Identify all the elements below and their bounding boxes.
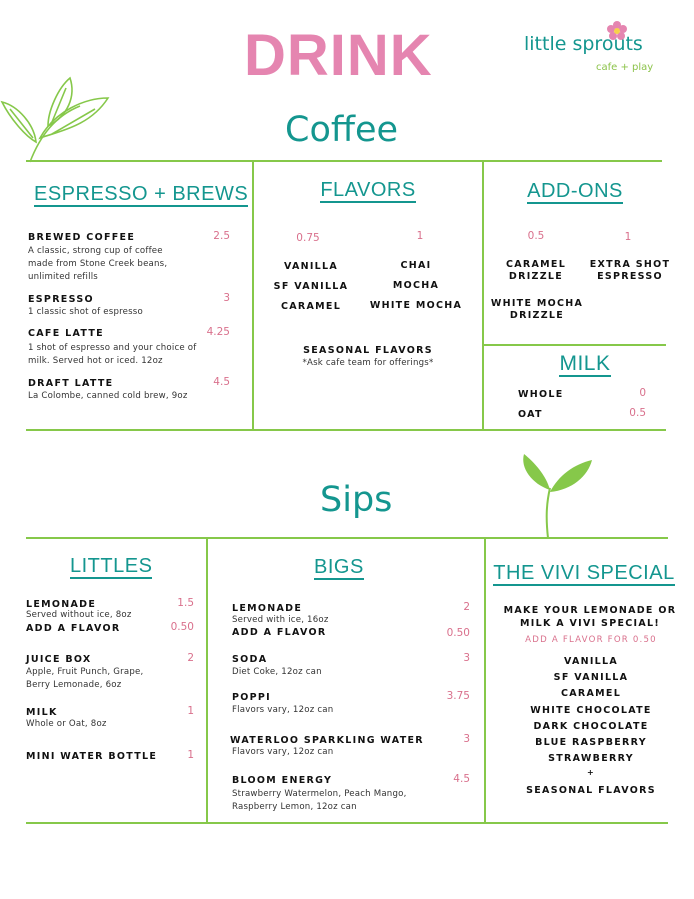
flavor-item: CARAMEL	[280, 301, 342, 312]
menu-item-price: 1	[187, 705, 194, 717]
milk-item: WHOLE	[518, 389, 564, 400]
coffee-title: Coffee	[285, 110, 399, 150]
menu-item-name: CAFE LATTE	[28, 328, 104, 339]
flavor-price-left: 0.75	[296, 232, 320, 244]
vivi-flavor: STRAWBERRY	[548, 753, 634, 764]
vivi-heading: THE VIVI SPECIAL	[493, 562, 675, 584]
menu-item-name: BLOOM ENERGY	[232, 775, 333, 786]
menu-item-desc: Served without ice, 8oz	[26, 610, 132, 620]
sprout-icon	[516, 450, 596, 540]
menu-item-name: MINI WATER BOTTLE	[26, 751, 158, 762]
divider	[26, 537, 668, 539]
logo	[524, 20, 654, 80]
menu-item-desc: Served with ice, 16oz	[232, 615, 329, 625]
menu-item-price: 2	[187, 652, 194, 664]
seasonal-flavors: SEASONAL FLAVORS	[303, 345, 433, 356]
leaf-icon	[0, 76, 115, 164]
flavor-price-right: 1	[416, 230, 424, 242]
milk-heading: MILK	[559, 352, 611, 375]
logo-tagline: cafe + play	[596, 62, 654, 73]
menu-item-name: DRAFT LATTE	[28, 378, 114, 389]
vivi-flavor: +	[586, 768, 595, 777]
menu-item-price: 1.5	[177, 597, 194, 609]
espresso-heading: ESPRESSO + BREWS	[34, 183, 249, 205]
vivi-intro: MAKE YOUR LEMONADE OR MILK A VIVI SPECIAL!	[503, 605, 677, 629]
menu-item-name: LEMONADE	[232, 603, 303, 614]
divider	[26, 822, 668, 824]
vivi-flavor: DARK CHOCOLATE	[533, 721, 649, 732]
menu-item-name: SODA	[232, 654, 268, 665]
menu-item-desc: 1 classic shot of espresso	[28, 307, 143, 317]
flavor-item: SF VANILLA	[273, 281, 349, 292]
menu-item-desc: La Colombe, canned cold brew, 9oz	[28, 391, 188, 401]
menu-title: DRINK	[244, 23, 433, 88]
menu-item-name: ADD A FLAVOR	[26, 623, 121, 634]
menu-item-price: 1	[187, 749, 194, 761]
menu-item-price: 3	[463, 652, 470, 664]
menu-item-price: 3.75	[446, 690, 470, 702]
menu-item-desc: 1 shot of espresso and your choice of milk. Served hot or iced. 12oz	[28, 343, 197, 366]
vivi-flavor: VANILLA	[563, 656, 619, 667]
flavors-heading: FLAVORS	[320, 179, 416, 201]
bigs-heading: BIGS	[314, 556, 364, 578]
vivi-flavor: CARAMEL	[560, 688, 622, 699]
sips-title: Sips	[320, 480, 393, 520]
milk-item: OAT	[518, 409, 543, 420]
menu-item-name: POPPI	[232, 692, 271, 703]
addon-item: WHITE MOCHA DRIZZLE	[490, 298, 584, 321]
menu-item-desc: A classic, strong cup of coffee made from Stone Creek beans, unlimited refills	[28, 246, 168, 282]
menu-item-desc: Strawberry Watermelon, Peach Mango, Raspberry Lemon, 12oz can	[232, 789, 407, 812]
seasonal-note: *Ask cafe team for offerings*	[302, 358, 434, 368]
menu-item-price: 3	[463, 733, 470, 745]
menu-item-name: JUICE BOX	[26, 654, 92, 665]
addons-heading: ADD-ONS	[527, 180, 623, 202]
divider	[26, 160, 662, 162]
logo-name: little sprouts	[524, 33, 643, 55]
menu-item-price: 0.50	[170, 621, 194, 633]
flavor-item: WHITE MOCHA	[369, 300, 463, 311]
addon-price-right: 1	[624, 231, 632, 243]
menu-item-price: 4.25	[206, 326, 230, 338]
menu-item-desc: Apple, Fruit Punch, Grape, Berry Lemonade, 6oz	[26, 667, 144, 690]
menu-item-price: 2.5	[213, 230, 230, 242]
flavor-item: MOCHA	[392, 280, 440, 291]
menu-item-price: 3	[223, 292, 230, 304]
milk-price: 0.5	[629, 407, 646, 419]
menu-item-name: MILK	[26, 707, 58, 718]
menu-item-desc: Diet Coke, 12oz can	[232, 667, 322, 677]
menu-item-price: 0.50	[446, 627, 470, 639]
vivi-flavor: SF VANILLA	[553, 672, 629, 683]
menu-item-name: BREWED COFFEE	[28, 232, 136, 243]
vivi-flavor: WHITE CHOCOLATE	[530, 705, 652, 716]
vivi-add-flavor: ADD A FLAVOR FOR 0.50	[525, 635, 657, 645]
menu-item-name: ESPRESSO	[28, 294, 94, 305]
menu-item-desc: Whole or Oat, 8oz	[26, 719, 107, 729]
littles-heading: LITTLES	[70, 555, 153, 577]
addon-item: CARAMEL DRIZZLE	[505, 259, 567, 282]
menu-item-price: 2	[463, 601, 470, 613]
menu-item-name: LEMONADE	[26, 599, 97, 610]
divider	[206, 537, 208, 824]
vivi-flavor: BLUE RASPBERRY	[535, 737, 647, 748]
vivi-flavor: SEASONAL FLAVORS	[526, 785, 656, 796]
milk-price: 0	[639, 387, 646, 399]
menu-item-desc: Flavors vary, 12oz can	[232, 705, 334, 715]
addon-item: EXTRA SHOT ESPRESSO	[589, 259, 671, 282]
menu-item-name: ADD A FLAVOR	[232, 627, 327, 638]
menu-item-desc: Flavors vary, 12oz can	[232, 747, 334, 757]
menu-item-name: WATERLOO SPARKLING WATER	[230, 735, 424, 746]
divider	[26, 429, 666, 431]
divider	[482, 344, 666, 346]
addon-price-left: 0.5	[527, 230, 545, 242]
menu-item-price: 4.5	[453, 773, 470, 785]
menu-item-price: 4.5	[213, 376, 230, 388]
flavor-item: CHAI	[400, 260, 432, 271]
flavor-item: VANILLA	[283, 261, 339, 272]
